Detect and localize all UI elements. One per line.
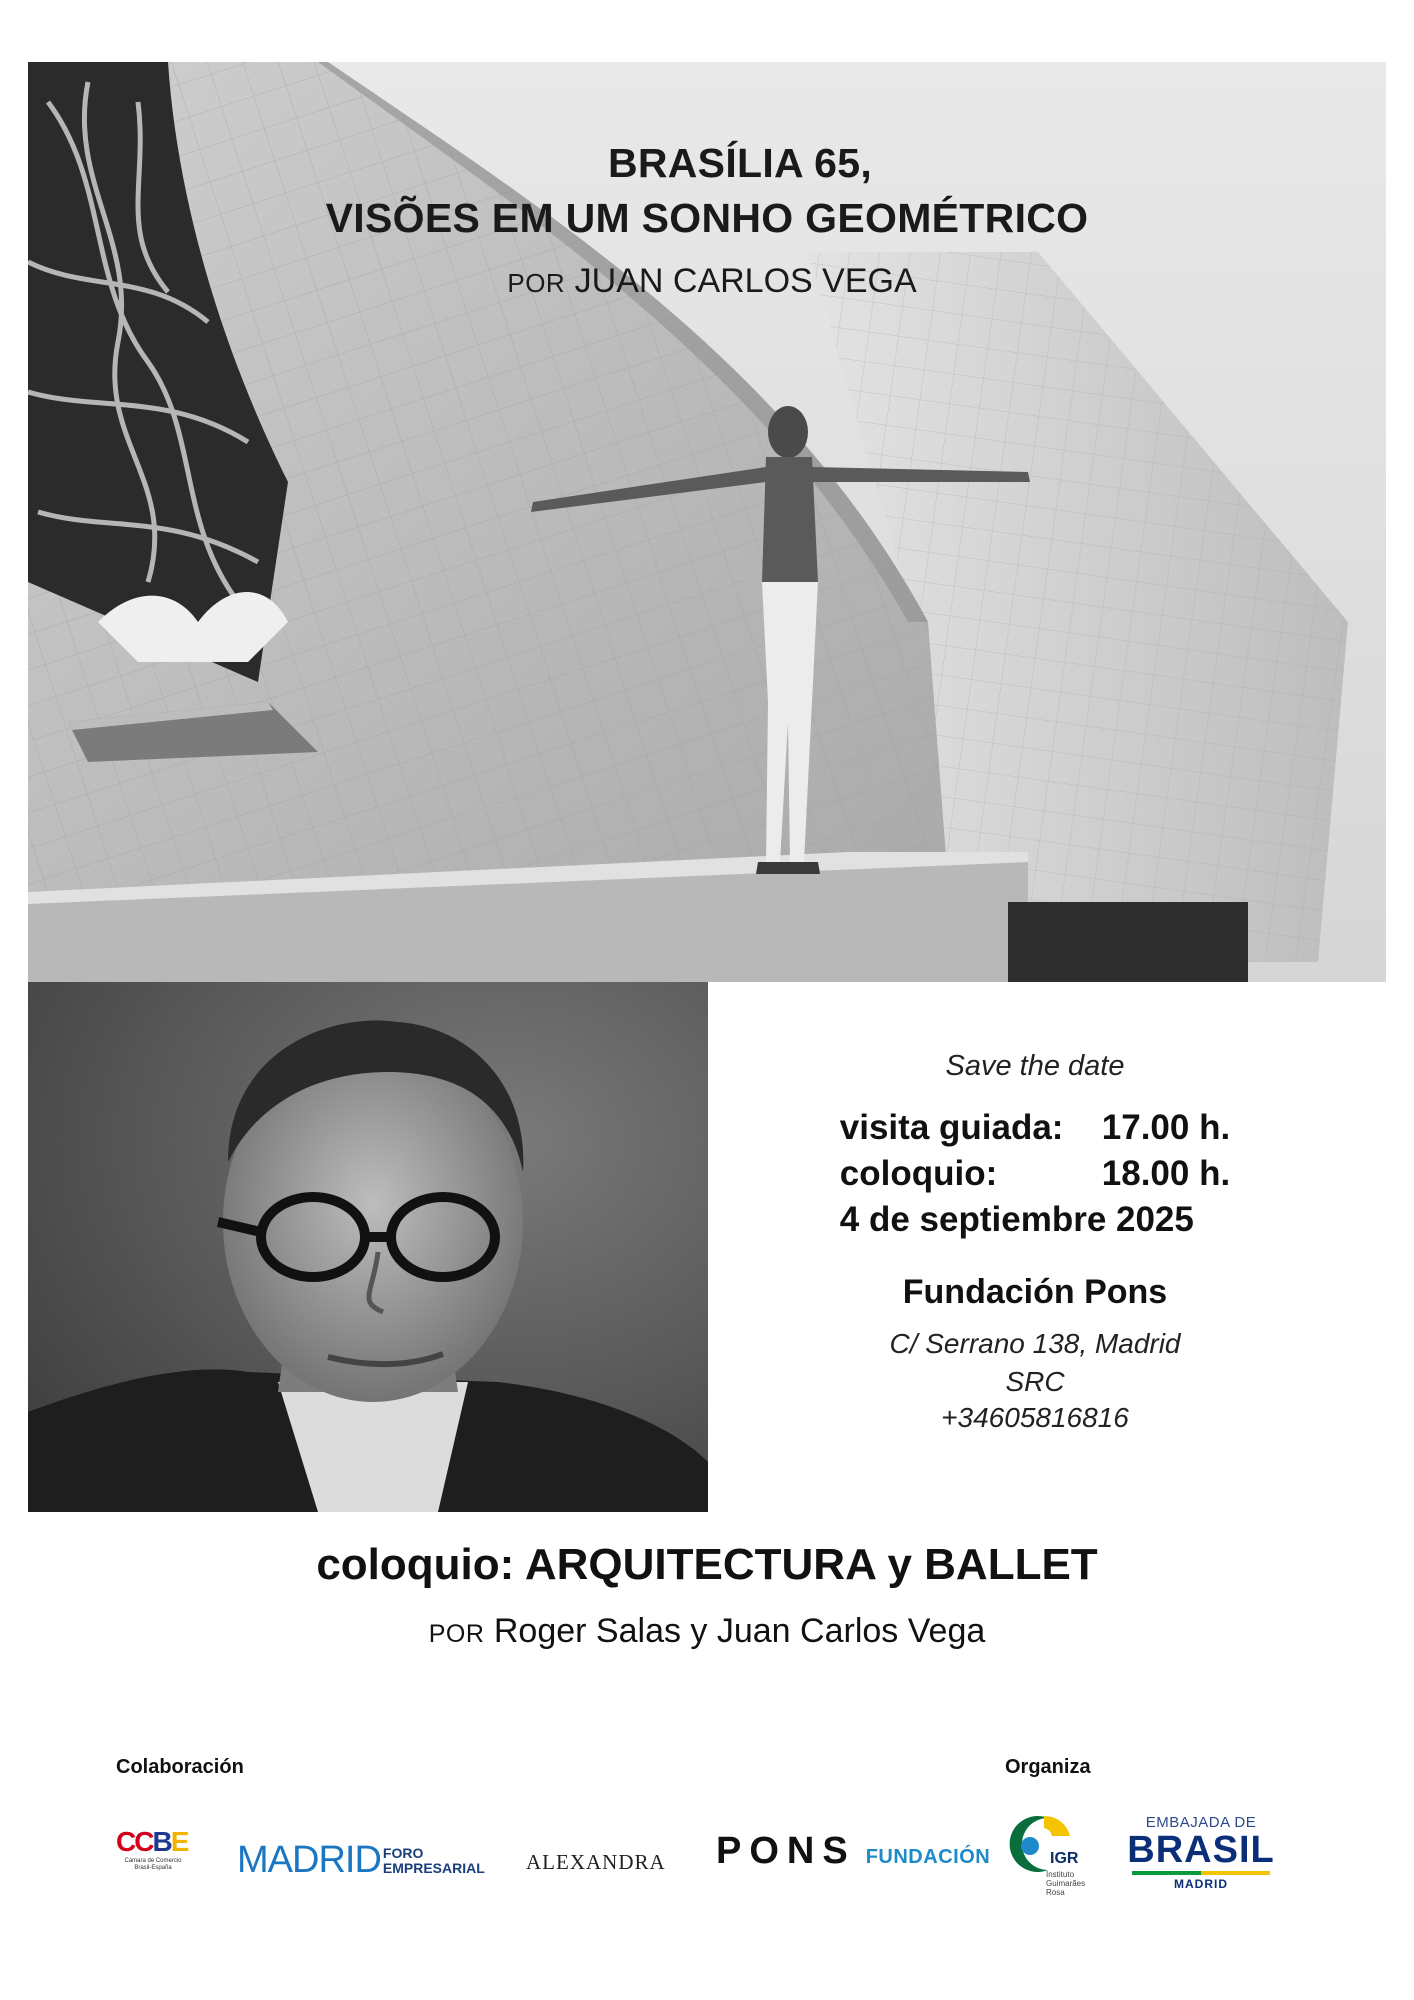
venue-address: C/ Serrano 138, Madrid [889,1328,1181,1359]
pons-fundacion-logo[interactable] [716,1830,990,1873]
igr-acronym: IGR [1050,1850,1079,1867]
madrid-logo-sub [383,1846,485,1878]
schedule-label: coloquio: [839,1154,998,1193]
colloquium-byline-prefix: POR [428,1620,485,1648]
venue-name: Fundación Pons [902,1273,1168,1311]
save-the-date: Save the date [945,1050,1125,1082]
colloquium-main: ARQUITECTURA y BALLET [524,1540,1098,1589]
schedule-time: 17.00 h. [1101,1108,1231,1147]
ccbe-logo[interactable] [116,1828,190,1878]
igr-subtitle: Instituto Guimarães Rosa [1046,1870,1086,1897]
schedule-row-coloquio [840,1151,1230,1197]
igr-logo[interactable] [1008,1812,1086,1902]
schedule [840,1105,1230,1243]
ccbe-mark [116,1828,190,1856]
ccbe-mark-b: B [152,1826,171,1857]
colloquium-byline [0,1612,1414,1651]
schedule-label: visita guiada: [839,1108,1064,1147]
colloquium-byline-names: Roger Salas y Juan Carlos Vega [493,1612,986,1650]
pons-logo-fundacion: FUNDACIÓN [865,1846,991,1868]
brasil-flag-bar [1132,1871,1270,1875]
schedule-row-visita [840,1105,1230,1151]
embajada-brasil-logo[interactable] [1126,1814,1276,1891]
brasil-city: MADRID [1174,1877,1228,1891]
hero-byline [28,262,1386,301]
event-date: 4 de septiembre 2025 [839,1200,1194,1239]
hero-title-line2: VISÕES EM UM SONHO GEOMÉTRICO [325,195,1089,241]
portrait-photo [28,982,708,1512]
rsvp-label: SRC [1005,1366,1065,1397]
ccbe-subtitle: Cámara de Comercio Brasil-España [124,1858,182,1871]
hero-byline-prefix: POR [507,268,566,298]
ccbe-mark-a: CC [116,1826,153,1857]
organiza-label: Organiza [1005,1756,1091,1778]
brasil-name: BRASIL [1127,1829,1275,1871]
portrait-image [28,982,708,1512]
hero-byline-name: JUAN CARLOS VEGA [574,262,917,300]
colloquium-title [0,1540,1414,1590]
schedule-time: 18.00 h. [1101,1154,1231,1193]
madrid-foro-logo[interactable] [237,1838,485,1881]
hero-photo [28,62,1386,982]
ccbe-mark-c: E [170,1826,188,1857]
alexandra-logo[interactable]: ALEXANDRA [526,1850,666,1874]
hero-title-line1: BRASÍLIA 65, [607,140,873,186]
colloquium-prefix: coloquio: [316,1540,515,1589]
madrid-logo-foro: FORO [382,1845,424,1861]
colaboracion-label: Colaboración [116,1756,244,1778]
pons-logo-word: PONS [716,1830,856,1872]
event-info [730,1050,1340,1434]
madrid-logo-text: MADRID [237,1839,381,1881]
phone-number[interactable]: +34605816816 [941,1402,1129,1433]
madrid-logo-empresarial: EMPRESARIAL [382,1860,485,1876]
brasil-embajada: EMBAJADA DE [1145,1814,1257,1831]
